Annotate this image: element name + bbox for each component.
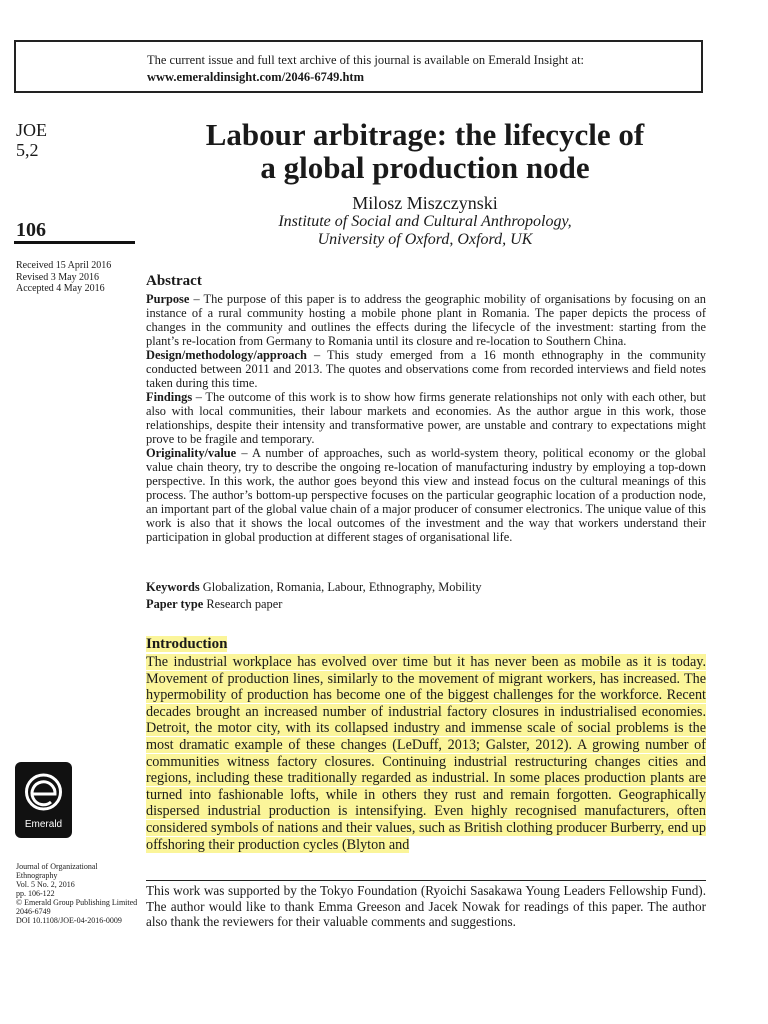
page-number: 106: [16, 219, 46, 241]
affiliation-line-2: University of Oxford, Oxford, UK: [317, 231, 533, 248]
keywords-list: Globalization, Romania, Labour, Ethnography, Mobility: [199, 580, 482, 594]
journal-notice-box: [14, 40, 703, 93]
margin-rule: [14, 241, 135, 244]
abstract-findings: [146, 390, 706, 446]
abstract-label: Findings: [146, 390, 193, 404]
citation-doi[interactable]: DOI 10.1108/JOE-04-2016-0009: [16, 916, 122, 925]
paper-title: [140, 118, 710, 184]
citation-line: pp. 106-122: [16, 889, 55, 898]
journal-citation: [16, 862, 141, 925]
abstract-design: [146, 348, 706, 390]
citation-line: Vol. 5 No. 2, 2016: [16, 880, 75, 889]
author-affiliation: [140, 213, 710, 249]
abstract-body: [146, 292, 706, 544]
citation-line: 2046-6749: [16, 907, 51, 916]
paper-type: [146, 597, 706, 612]
keywords-label: Keywords: [146, 580, 200, 594]
journal-url[interactable]: www.emeraldinsight.com/2046-6749.htm: [147, 70, 364, 84]
paper-type-value: Research paper: [203, 597, 283, 611]
article-dates: [16, 260, 111, 295]
abstract-originality: [146, 446, 706, 544]
abstract-label: Purpose: [146, 292, 190, 306]
journal-code: [16, 120, 47, 160]
title-line-1: Labour arbitrage: the lifecycle of: [205, 117, 645, 152]
introduction-body: [146, 654, 706, 853]
citation-line: Ethnography: [16, 871, 58, 880]
introduction-heading-text: Introduction: [146, 636, 228, 652]
abstract-text: – The outcome of this work is to show how firms generate relationships not only with each other, but also with local communities, their labour markets and economies. As the author argue in this work, those relationships, despite their intensity and transformative power, are unstable and contrary to expectations might prove to be fragile and temporary.: [146, 390, 706, 446]
paper-type-label: Paper type: [146, 597, 204, 611]
affiliation-line-1: Institute of Social and Cultural Anthropology,: [278, 213, 572, 230]
highlighted-text: The industrial workplace has evolved over time but it has never been as mobile as it is today. Movement of production lines, similarly to the movement of migrant workers, has increased. The hypermobility of production has become one of the biggest challenges for the workforce. Recent decades brought an increased number of industrial factory closures in industrialised economies. Detroit, the motor city, with its collapsed industry and immense scale of social problems is the most dramatic example of these changes (LeDuff, 2013; Galster, 2012). A growing number of communities witness factory closures. Continuing industrial restructuring changes cities and regions, including these traditionally regarded as industrial. In some places production plants are turned into fashionable lofts, while in others they rust and remain forgotten. Geographically dispersed industrial production is intensifying. Even highly recognised manufacturers, often considered symbols of nations and their values, such as British clothing producer Burberry, end up offshoring their production cycles (Blyton and: [146, 654, 706, 853]
abstract-text: – A number of approaches, such as world-system theory, political economy or the global value chain theory, try to describe the ongoing re-location of manufacturing industry by employing a top-down perspective. In this work, the author goes beyond this view and instead focus on the cultural meanings of this process. The author’s bottom-up perspective focuses on the particular geographic location of a production node, an important part of the global value chain of a major producer of consumer electronics. The unique value of this work is also that it shows the local outcomes of the investment and the way that workers understand their participation in global production at different stages of organisational life.: [146, 446, 706, 544]
abstract-text: – This study emerged from a 16 month ethnography in the community conducted between 2011 and 2013. The quotes and observations come from recorded interviews and field notes taken during this time.: [146, 348, 706, 390]
abstract-label: Originality/value: [146, 446, 237, 460]
journal-abbrev: JOE: [16, 120, 47, 140]
emerald-e-icon: [15, 762, 72, 819]
keywords: [146, 580, 706, 595]
citation-line: © Emerald Group Publishing Limited: [16, 898, 138, 907]
title-line-2: a global production node: [260, 150, 590, 185]
abstract-label: Design/methodology/approach: [146, 348, 307, 362]
notice-text: The current issue and full text archive of this journal is available on Emerald Insight at:: [147, 53, 585, 67]
abstract-purpose: [146, 292, 706, 348]
abstract-text: – The purpose of this paper is to address the geographic mobility of organisations by focusing on an instance of a rural community hosting a mobile phone plant in Romania. The paper depicts the process of changes in the community and outlines the effects during the lifecycle of the investment: starting from the plant’s re-location from Germany to Romania until its closure and re-location to Southern China.: [146, 292, 706, 348]
emerald-logo: [15, 762, 72, 838]
introduction-heading: [146, 636, 227, 653]
acknowledgement-footnote: This work was supported by the Tokyo Foundation (Ryoichi Sasakawa Young Leaders Fellowship Fund). The author would like to thank Emma Greeson and Jacek Nowak for readings of this paper. The author also thank the reviewers for their valuable comments and suggestions.: [146, 883, 706, 929]
citation-line: Journal of Organizational: [16, 862, 98, 871]
emerald-logo-text: Emerald: [24, 819, 63, 830]
revised-date: Revised 3 May 2016: [16, 271, 100, 283]
author-name: Milosz Miszczynski: [352, 193, 498, 213]
abstract-heading: Abstract: [146, 273, 202, 289]
journal-volume-issue: 5,2: [16, 140, 39, 160]
received-date: Received 15 April 2016: [16, 260, 112, 271]
footnote-rule: [146, 880, 706, 881]
accepted-date: Accepted 4 May 2016: [16, 283, 105, 294]
